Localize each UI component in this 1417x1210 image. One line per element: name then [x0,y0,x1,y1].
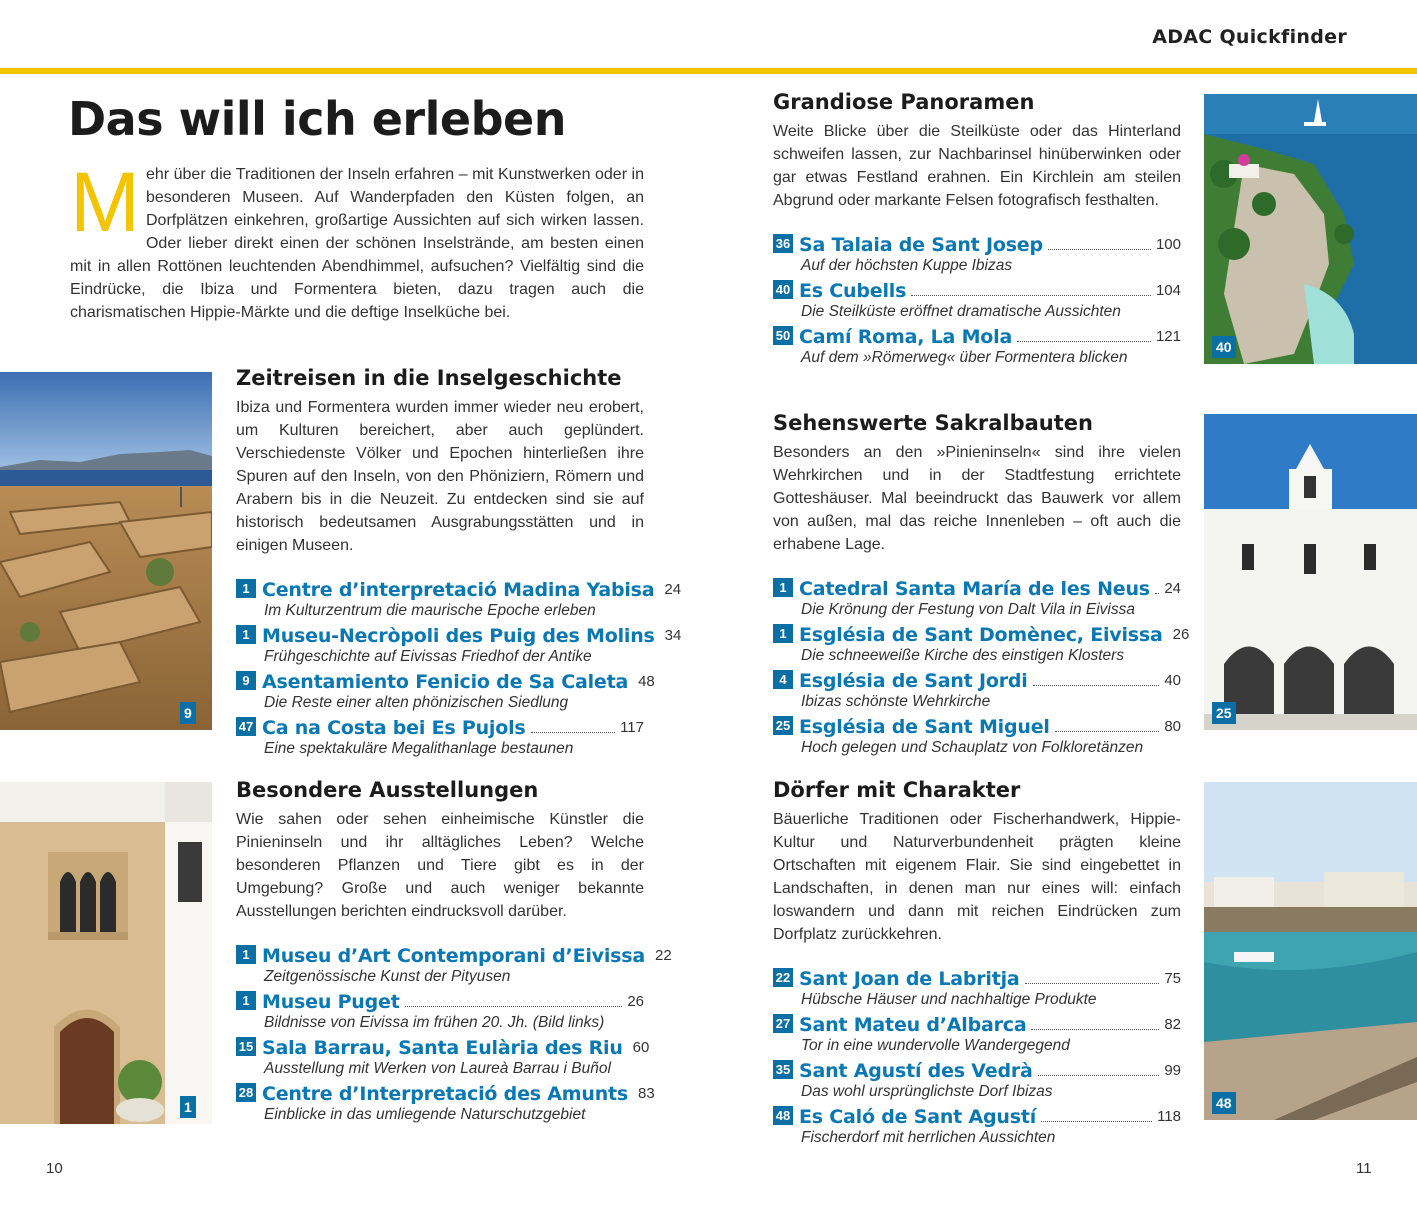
page-ref: 100 [1155,236,1181,253]
number-badge: 28 [236,1083,256,1102]
entry-row [236,989,644,1013]
entry-description: Fischerdorf mit herrlichen Aussichten [801,1129,1056,1146]
page-ref: 24 [664,581,682,598]
entry-item [236,1035,650,1081]
entry-description: Zeitgenössische Kunst der Pityusen [264,968,511,985]
page-ref: 40 [1164,672,1181,689]
entry-item [773,1058,1181,1104]
entry-row [773,668,1181,692]
page-ref: 104 [1155,282,1181,299]
entry-row [236,669,655,693]
fishing-village-image [1204,782,1417,1120]
entry-link[interactable]: Església de Sant Jordi [799,670,1028,692]
archaeological-site-image [0,372,212,730]
entry-link[interactable]: Sant Joan de Labritja [799,968,1020,990]
number-badge: 15 [236,1037,256,1056]
entry-link[interactable]: Ca na Costa bei Es Pujols [262,717,526,739]
photo-fishing-village [1204,782,1417,1120]
entry-item [236,715,644,761]
section-title: Dörfer mit Charakter [773,778,1021,802]
entry-link[interactable]: Centre d’Interpretació des Amunts [262,1083,629,1105]
entry-description: Das wohl ursprünglichste Dorf Ibizas [801,1083,1053,1100]
entry-list [773,966,1181,1150]
entry-row [773,1058,1181,1082]
entry-description: Frühgeschichte auf Eivissas Friedhof der Antike [264,648,592,665]
section-text: Wie sahen oder sehen einheimische Künstler die Pinieninseln und ihr alltägliches Leben? Welche besonderen Pflanzen und Tiere gibt es in der Umgebung? Große und auch weniger bekannte Ausstellungen berichten eindrucksvoll darüber. [236,811,644,920]
entry-row [773,576,1181,600]
entry-row [773,324,1181,348]
entry-item [773,622,1190,668]
entry-row [773,714,1181,738]
photo-badge: 40 [1212,336,1236,358]
entry-description: Ibizas schönste Wehrkirche [801,693,991,710]
section-doerfer [773,778,1181,1150]
page-ref: 121 [1155,328,1181,345]
entry-description: Die Reste einer alten phönizischen Siedlung [264,694,569,711]
entry-description: Die schneeweiße Kirche des einstigen Klosters [801,647,1125,664]
intro-paragraph [70,155,644,324]
page-ref: 75 [1164,970,1181,987]
entry-list [236,577,682,761]
header-rule [0,68,1417,74]
page-number-left: 10 [46,1160,63,1177]
entry-item [773,668,1181,714]
entry-list [773,232,1181,370]
photo-coastline [1204,94,1417,364]
number-badge: 47 [236,717,256,736]
page-ref: 117 [620,719,644,736]
entry-description: Tor in eine wundervolle Wandergegend [801,1037,1070,1054]
entry-link[interactable]: Església de Sant Miguel [799,716,1050,738]
photo-badge: 9 [180,702,196,724]
page-ref: 80 [1164,718,1181,735]
entry-link[interactable]: Sant Mateu d’Albarca [799,1014,1027,1036]
number-badge: 50 [773,326,793,345]
number-badge: 4 [773,670,793,689]
entry-row [773,232,1181,256]
page-ref: 22 [655,947,672,964]
number-badge: 22 [773,968,793,987]
dot-leader [911,295,1151,296]
dot-leader [1025,983,1160,984]
entry-link[interactable]: Museu-Necròpoli des Puig des Molins [262,625,655,647]
number-badge: 40 [773,280,793,299]
dot-leader [531,732,616,733]
photo-archaeological-site [0,372,212,730]
dot-leader [1055,731,1160,732]
dot-leader [1017,341,1151,342]
photo-church [1204,414,1417,730]
entry-list [236,943,672,1127]
page-ref: 99 [1164,1062,1181,1079]
page-ref: 26 [1172,626,1190,643]
entry-item [773,278,1181,324]
entry-row [236,623,682,647]
entry-link[interactable]: Sant Agustí des Vedrà [799,1060,1033,1082]
number-badge: 1 [236,991,256,1010]
entry-item [773,232,1181,278]
section-sakralbauten [773,411,1190,760]
entry-description: Bildnisse von Eivissa im frühen 20. Jh. (Bild links) [264,1014,605,1031]
entry-description: Hübsche Häuser und nachhaltige Produkte [801,991,1097,1008]
entry-link[interactable]: Es Cubells [799,280,907,302]
entry-item [236,1081,655,1127]
section-panoramen [773,90,1181,370]
drop-cap: M [70,155,140,249]
entry-item [236,943,672,989]
section-text: Weite Blicke über die Steilküste oder das Hinterland schweifen lassen, zur Nachbarinsel hinüberwinken oder gar etwas Festland erahnen. Ein Kirchlein am steilen Abgrund oder markante Felsen fotografisch festhalten. [773,123,1181,209]
page-ref: 26 [627,993,644,1010]
entry-row [773,966,1181,990]
number-badge: 9 [236,671,256,690]
entry-row [773,278,1181,302]
intro-text: ehr über die Traditionen der Inseln erfahren – mit Kunstwerken oder in besonderen Museen. Auf Wanderpfaden den Küsten folgen, an Dorfplätzen einkehren, großartige Aussichten auf sich wirken lassen. Oder lieber direkt einen der schönen Inselstrände, am besten einen mit in allen Rottönen leuchtenden Abendhimmel, aufsuchen? Vielfältig sind die Eindrücke, die Ibiza und Formentera bieten, dazu tragen auch die charismatischen Hippie-Märkte und die deftige Inselküche bei. [70,166,644,321]
number-badge: 25 [773,716,793,735]
number-badge: 1 [236,625,256,644]
page-ref: 83 [638,1085,655,1102]
entry-link[interactable]: Catedral Santa María de les Neus [799,578,1150,600]
photo-badge: 1 [180,1096,196,1118]
entry-row [236,1081,655,1105]
section-text: Besonders an den »Pinieninseln« sind ihre vielen Wehrkirchen und in der Stadtfestung errichtete Gotteshäuser. Mal beeindruckt das Bauwerk vor allem von außen, mal das reiche Innenleben – oft auch die erhabene Lage. [773,444,1181,553]
entry-item [773,966,1181,1012]
entry-item [773,1012,1181,1058]
photo-museu-puget [0,782,212,1124]
entry-description: Auf der höchsten Kuppe Ibizas [801,257,1013,274]
entry-item [773,576,1181,622]
page-title: Das will ich erleben [68,92,566,146]
dot-leader [405,1006,623,1007]
entry-link[interactable]: Església de Sant Domènec, Eivissa [799,624,1163,646]
entry-description: Im Kulturzentrum die maurische Epoche erleben [264,602,596,619]
entry-row [773,622,1190,646]
entry-link[interactable]: Camí Roma, La Mola [799,326,1013,348]
section-ausstellungen [236,778,672,1127]
page-ref: 118 [1157,1108,1181,1125]
entry-link[interactable]: Es Caló de Sant Agustí [799,1106,1037,1128]
number-badge: 1 [236,579,256,598]
section-zeitreisen [236,366,682,761]
page-ref: 82 [1164,1016,1181,1033]
entry-row [236,1035,650,1059]
dot-leader [1033,685,1160,686]
photo-badge: 48 [1212,1092,1236,1114]
photo-badge: 25 [1212,702,1236,724]
entry-item [236,577,682,623]
number-badge: 1 [773,624,793,643]
entry-row [236,943,672,967]
number-badge: 1 [236,945,256,964]
section-text: Ibiza und Formentera wurden immer wieder neu erobert, um Kulturen bereichert, aber auch geplündert. Verschiedenste Völker und Epochen hinterließen ihre Spuren auf den Inseln, von den Phöniziern, Römern und Arabern bis in die Neuzeit. Zu entdecken sind sie auf historisch bedeutsamen Ausgrabungsstätten und in einigen Museen. [236,399,644,554]
number-badge: 36 [773,234,793,253]
coastline-image [1204,94,1417,364]
entry-description: Die Steilküste eröffnet dramatische Aussichten [801,303,1121,320]
entry-description: Einblicke in das umliegende Naturschutzgebiet [264,1106,586,1123]
entry-description: Die Krönung der Festung von Dalt Vila in Eivissa [801,601,1135,618]
entry-item [236,623,682,669]
page-number-right: 11 [1356,1160,1372,1177]
number-badge: 27 [773,1014,793,1033]
museum-facade-image [0,782,212,1124]
section-title: Sehenswerte Sakralbauten [773,411,1093,435]
section-title: Zeitreisen in die Inselgeschichte [236,366,622,390]
entry-item [236,669,655,715]
entry-item [773,1104,1181,1150]
dot-leader [1031,1029,1159,1030]
number-badge: 35 [773,1060,793,1079]
entry-item [773,324,1181,370]
entry-link[interactable]: Museu Puget [262,991,400,1013]
church-image [1204,414,1417,730]
number-badge: 1 [773,578,793,597]
entry-row [773,1012,1181,1036]
entry-description: Auf dem »Römerweg« über Formentera blicken [801,349,1128,366]
entry-item [236,989,644,1035]
entry-link[interactable]: Asentamiento Fenicio de Sa Caleta [262,671,629,693]
entry-row [773,1104,1181,1128]
page-ref: 24 [1164,580,1181,597]
section-title: Grandiose Panoramen [773,90,1035,114]
entry-list [773,576,1190,760]
section-title: Besondere Ausstellungen [236,778,539,802]
entry-description: Eine spektakuläre Megalithanlage bestaunen [264,740,574,757]
entry-description: Hoch gelegen und Schauplatz von Folkloretänzen [801,739,1144,756]
dot-leader [1048,249,1151,250]
dot-leader [1038,1075,1160,1076]
entry-link[interactable]: Centre d’interpretació Madina Yabisa [262,579,655,601]
entry-link[interactable]: Sala Barrau, Santa Eulària des Riu [262,1037,623,1059]
dot-leader [1155,593,1159,594]
entry-link[interactable]: Museu d’Art Contemporani d’Eivissa [262,945,645,967]
entry-item [773,714,1181,760]
number-badge: 48 [773,1106,793,1125]
page-ref: 60 [632,1039,650,1056]
page-ref: 48 [638,673,655,690]
page-ref: 34 [664,627,682,644]
entry-description: Ausstellung mit Werken von Laureà Barrau i Buñol [264,1060,611,1077]
entry-row [236,577,682,601]
running-header: ADAC Quickfinder [1152,26,1347,48]
dot-leader [1041,1121,1152,1122]
section-text: Bäuerliche Traditionen oder Fischerhandwerk, Hippie-Kultur und Naturverbundenheit prägten kleine Ortschaften mit eigenem Flair. Sie sind eingebettet in Landschaften, in denen man nur eines will: einfach loswandern und dann mit reichen Eindrücken zum Dorfplatz zurückkehren. [773,811,1181,943]
entry-row [236,715,644,739]
entry-link[interactable]: Sa Talaia de Sant Josep [799,234,1043,256]
